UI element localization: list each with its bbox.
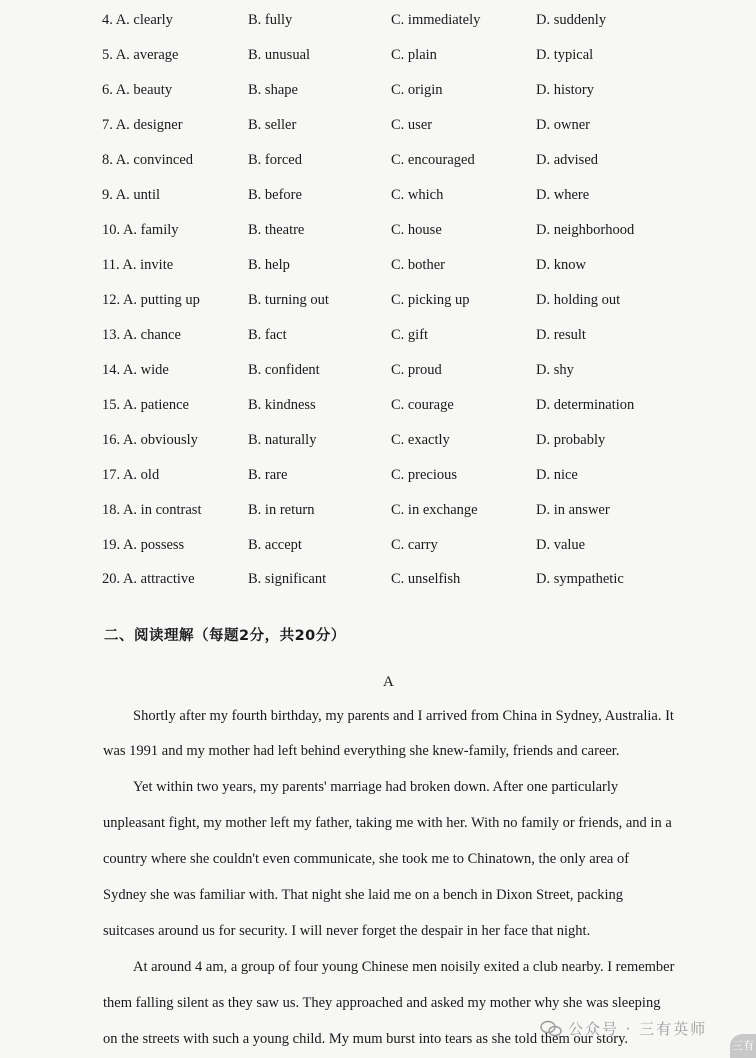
- passage-line: unpleasant fight, my mother left my father, taking me with her. With no family or friends, and in a: [103, 815, 672, 831]
- option-d: D. history: [536, 82, 594, 98]
- option-c: C. origin: [391, 82, 443, 98]
- wechat-icon: [540, 1020, 562, 1038]
- passage-line: Shortly after my fourth birthday, my parents and I arrived from China in Sydney, Australia. It: [133, 708, 674, 724]
- option-b: B. significant: [248, 571, 327, 587]
- question-row: [0, 257, 756, 281]
- passage-line: At around 4 am, a group of four young Chinese men noisily exited a club nearby. I remember: [133, 959, 675, 975]
- watermark-text: 公众号 · 三有英师: [568, 1020, 708, 1038]
- option-a: 9. A. until: [102, 187, 161, 203]
- question-row: [0, 502, 756, 526]
- option-c: C. plain: [391, 47, 437, 63]
- question-row: [0, 292, 756, 316]
- option-c: C. picking up: [391, 292, 470, 308]
- option-a: 11. A. invite: [102, 257, 174, 273]
- option-a: 10. A. family: [102, 222, 179, 238]
- option-a: 15. A. patience: [102, 397, 189, 413]
- option-d: D. in answer: [536, 502, 610, 518]
- option-c: C. in exchange: [391, 502, 478, 518]
- option-b: B. kindness: [248, 397, 316, 413]
- option-d: D. value: [536, 537, 586, 553]
- passage-label: A: [383, 674, 394, 690]
- option-a: 20. A. attractive: [102, 571, 195, 587]
- passage-line: on the streets with such a young child. My mum burst into tears as she told them our story.: [103, 1031, 629, 1047]
- option-b: B. unusual: [248, 47, 311, 63]
- option-c: C. proud: [391, 362, 442, 378]
- watermark: [540, 1014, 756, 1058]
- option-c: C. which: [391, 187, 444, 203]
- option-c: C. courage: [391, 397, 454, 413]
- option-d: D. advised: [536, 152, 599, 168]
- option-a: 16. A. obviously: [102, 432, 198, 448]
- question-row: [0, 571, 756, 595]
- question-row: [0, 537, 756, 561]
- option-d: D. shy: [536, 362, 574, 378]
- option-a: 14. A. wide: [102, 362, 169, 378]
- option-b: B. seller: [248, 117, 297, 133]
- passage-line: country where she couldn't even communicate, she took me to Chinatown, the only area of: [103, 851, 630, 867]
- option-b: B. fact: [248, 327, 287, 343]
- option-d: D. know: [536, 257, 586, 273]
- question-row: [0, 362, 756, 386]
- option-a: 7. A. designer: [102, 117, 183, 133]
- option-d: D. owner: [536, 117, 590, 133]
- option-c: C. bother: [391, 257, 445, 273]
- option-b: B. shape: [248, 82, 298, 98]
- question-row: [0, 327, 756, 351]
- option-b: B. help: [248, 257, 290, 273]
- question-row: [0, 397, 756, 421]
- section-heading: 二、阅读理解（每题2分，共20分）: [104, 628, 346, 644]
- question-row: [0, 187, 756, 211]
- watermark-badge: 三有: [730, 1034, 756, 1058]
- option-d: D. determination: [536, 397, 635, 413]
- option-a: 6. A. beauty: [102, 82, 173, 98]
- option-a: 12. A. putting up: [102, 292, 200, 308]
- option-c: C. precious: [391, 467, 458, 483]
- option-c: C. encouraged: [391, 152, 475, 168]
- option-c: C. immediately: [391, 12, 481, 28]
- option-b: B. before: [248, 187, 302, 203]
- option-d: D. sympathetic: [536, 571, 624, 587]
- option-b: B. in return: [248, 502, 315, 518]
- option-c: C. unselfish: [391, 571, 461, 587]
- option-d: D. nice: [536, 467, 578, 483]
- option-a: 19. A. possess: [102, 537, 185, 553]
- question-row: [0, 222, 756, 246]
- option-d: D. suddenly: [536, 12, 607, 28]
- option-d: D. where: [536, 187, 590, 203]
- question-row: [0, 152, 756, 176]
- option-d: D. neighborhood: [536, 222, 635, 238]
- option-a: 18. A. in contrast: [102, 502, 202, 518]
- question-row: [0, 82, 756, 106]
- passage-line: Sydney she was familiar with. That night she laid me on a bench in Dixon Street, packing: [103, 887, 624, 903]
- question-row: [0, 467, 756, 491]
- question-row: [0, 12, 756, 36]
- option-b: B. confident: [248, 362, 320, 378]
- option-b: B. naturally: [248, 432, 317, 448]
- option-b: B. accept: [248, 537, 302, 553]
- option-b: B. rare: [248, 467, 288, 483]
- option-b: B. fully: [248, 12, 293, 28]
- question-row: [0, 117, 756, 141]
- option-d: D. holding out: [536, 292, 621, 308]
- option-a: 8. A. convinced: [102, 152, 194, 168]
- passage-line: was 1991 and my mother had left behind everything she knew-family, friends and career.: [103, 743, 620, 759]
- passage-line: them falling silent as they saw us. They approached and asked my mother why she was sleeping: [103, 995, 661, 1011]
- question-row: [0, 47, 756, 71]
- option-c: C. carry: [391, 537, 438, 553]
- option-a: 17. A. old: [102, 467, 160, 483]
- option-a: 5. A. average: [102, 47, 179, 63]
- option-b: B. theatre: [248, 222, 305, 238]
- option-c: C. exactly: [391, 432, 450, 448]
- option-c: C. gift: [391, 327, 429, 343]
- option-b: B. forced: [248, 152, 302, 168]
- passage-line: Yet within two years, my parents' marriage had broken down. After one particularly: [133, 779, 619, 795]
- option-b: B. turning out: [248, 292, 329, 308]
- option-a: 4. A. clearly: [102, 12, 173, 28]
- question-row: [0, 432, 756, 456]
- option-d: D. typical: [536, 47, 594, 63]
- option-a: 13. A. chance: [102, 327, 181, 343]
- option-c: C. house: [391, 222, 442, 238]
- option-c: C. user: [391, 117, 433, 133]
- option-d: D. result: [536, 327, 586, 343]
- option-d: D. probably: [536, 432, 606, 448]
- passage-line: suitcases around us for security. I will never forget the despair in her face that night.: [103, 923, 591, 939]
